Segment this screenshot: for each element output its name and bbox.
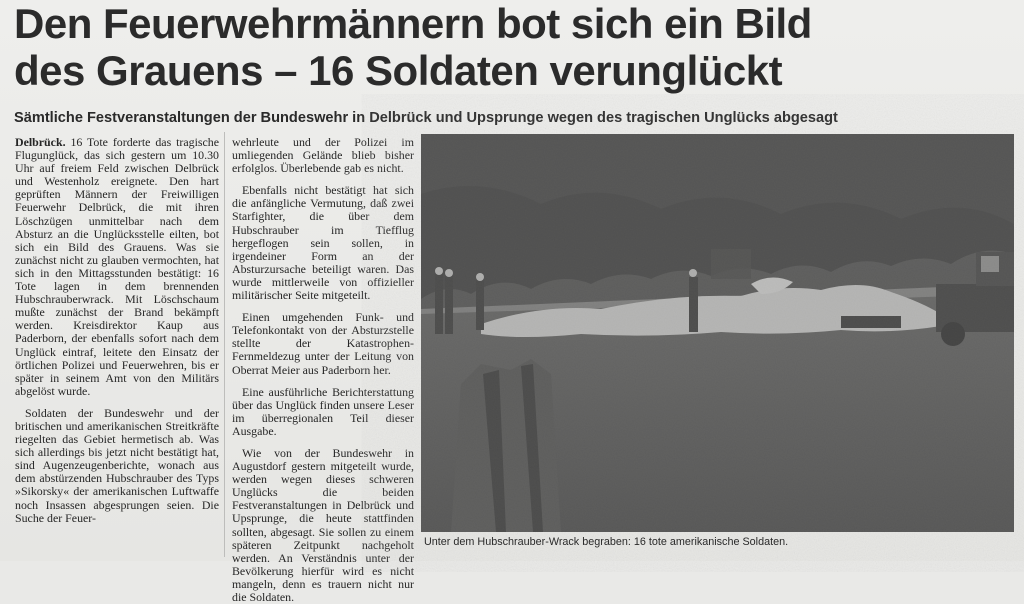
article-column-2 xyxy=(232,135,414,604)
headline xyxy=(14,0,1014,94)
paragraph xyxy=(15,136,219,398)
photo-caption: Unter dem Hubschrauber-Wrack begraben: 16 tote amerikanische Soldaten. xyxy=(424,536,789,548)
paragraph: Wie von der Bundeswehr in Augustdorf gestern mitgeteilt wurde, werden wegen dieses schweren Unglücks die beiden Festveranstaltungen in Delbrück und Upsprunge, die heute stattfinden sollten, abgesagt. Sie sollen zu einem späteren Zeitpunkt nachgeholt werden. An Verständnis unter der Bevölkerung hierfür wird es nicht mangeln, denn es trauern nicht nur die Soldaten. xyxy=(232,445,414,604)
headline-line-2: des Grauens – 16 Soldaten verunglückt xyxy=(14,47,783,94)
crash-site-photo xyxy=(421,134,1014,532)
paragraph: wehrleute und der Polizei im umliegenden Gelände blieb bisher erfolglos. Überlebende gab es nicht. xyxy=(232,135,414,176)
dateline: Delbrück. xyxy=(15,135,66,149)
paragraph: Einen umgehenden Funk- und Telefonkontakt von der Absturzstelle stellte der Katastrophen-Fernmeldezug unter der Leitung von Oberrat Meier aus Paderborn her. xyxy=(232,310,414,377)
paragraph: Ebenfalls nicht bestätigt hat sich die anfängliche Vermutung, daß zwei Starfighter, die über dem Hubschrauber im Tiefflug hergeflogen sein sollen, in irgendeiner Form an der Absturzursache beteiligt waren. Das wurde mittlerweile von offizieller militärischer Seite mitgeteilt. xyxy=(232,183,414,303)
paragraph: Eine ausführliche Berichterstattung über das Unglück finden unsere Leser im überregionalen Teil dieser Ausgabe. xyxy=(232,384,414,438)
article-column-1 xyxy=(15,136,219,561)
headline-line-1: Den Feuerwehrmännern bot sich ein Bild xyxy=(14,0,812,47)
paragraph-text: 16 Tote forderte das tragische Flugunglück, das sich gestern um 10.30 Uhr auf freiem Feld zwischen Delbrück und Westenholz ereignete. Den hart geprüften Männern der Freiwilligen Feuerwehr Delbrück, die mit ihren Löschzügen unmittelbar nach dem Absturz an die Unglücksstelle eilten, bot sich ein Bild des Grauens. Was sie zunächst nicht zu glauben vermochten, hat sich in den Mittagsstunden bestätigt: 16 Tote lagen in dem brennenden Hubschrauberwrack. Mit Löschschaum mußte zunächst der Brand bekämpft werden. Kreisdirektor Kaup aus Paderborn, der ebenfalls sofort nach dem Unglück eintraf, leitete den Einsatz der örtlichen Polizei und Feuerwehren, bis er später in seinem Amt von den Militärs abgelöst wurde. xyxy=(15,135,219,398)
paragraph: Soldaten der Bundeswehr und der britischen und amerikanischen Streitkräfte riegelten das Gebiet hermetisch ab. Was sich allerdings bis jetzt nicht bestätigt hat, sind Augenzeugenberichte, wonach aus dem abstürzenden Hubschrauber des Typs »Sikorsky« der amerikanischen Luftwaffe noch Insassen abgesprungen seien. Die Suche der Feuer- xyxy=(15,405,219,525)
column-divider xyxy=(224,132,225,557)
subheadline: Sämtliche Festveranstaltungen der Bundeswehr in Delbrück und Upsprunge wegen des tragischen Unglücks abgesagt xyxy=(14,110,838,126)
